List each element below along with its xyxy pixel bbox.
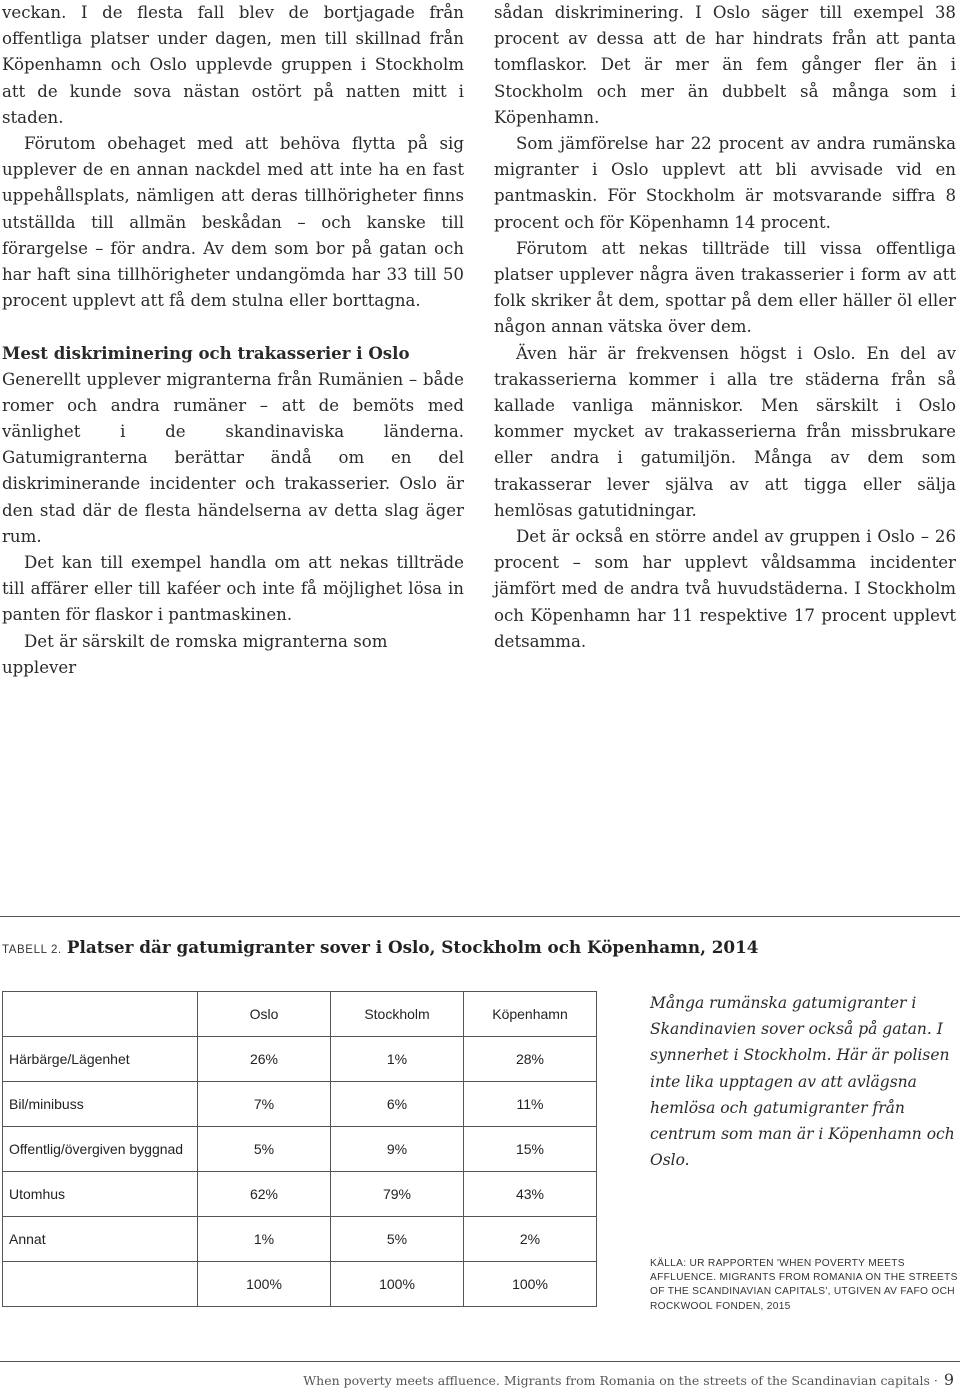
section-heading: Mest diskriminering och trakasserier i Oslo [2,343,410,364]
table-top-rule [0,916,960,917]
table-row [3,1172,597,1217]
footer-text: When poverty meets affluence. Migrants from Romania on the streets of the Scandinavian capitals · [303,1373,938,1388]
table-row [3,1217,597,1262]
table-row [3,1127,597,1172]
cell-value: 11% [464,1082,597,1127]
row-label: Annat [3,1217,198,1262]
footer-rule [0,1361,960,1362]
cell-value: 2% [464,1217,597,1262]
left-paragraph-2: Förutom obehaget med att behöva flytta på sig upplever de en annan nackdel med att inte ha en fast uppehållsplats, nämligen att deras tillhörigheter finns utställda till allmän beskådan – och kanske till förargelse – för andra. Av dem som bor på gatan och har haft sina tillhörigheter undangömda har 33 till 50 procent upplevt att få dem stulna eller borttagna. [2,134,464,311]
cell-value: 62% [198,1172,331,1217]
right-paragraph-2: Som jämförelse har 22 procent av andra rumänska migranter i Oslo upplevt att bli avvisade vid en pantmaskin. För Stockholm är motsvarande siffra 8 procent och för Köpenhamn 14 procent. [494,134,956,232]
left-paragraph-5: Det är särskilt de romska migranterna som upplever [2,631,388,677]
cell-value: 1% [331,1037,464,1082]
cell-total: 100% [198,1262,331,1307]
left-paragraph-3: Generellt upplever migranterna från Rumänien – både romer och andra rumäner – att de bemöts med vänlighet i de skandinaviska länderna. Gatumigranterna berättar ändå om en del diskriminerande incidenter och trakasserier. Oslo är den stad där de flesta händelserna av detta slag äger rum. [2,369,464,546]
cell-value: 15% [464,1127,597,1172]
row-label: Offentlig/övergiven byggnad [3,1127,198,1172]
table-row [3,1082,597,1127]
source-note: KÄLLA: UR RAPPORTEN 'WHEN POVERTY MEETS AFFLUENCE. MIGRANTS FROM ROMANIA ON THE STREETS OF THE SCANDINAVIAN CAPITALS', UTGIVEN AV FAFO OCH ROCKWOOL FONDEN, 2015 [650,1258,958,1312]
table-header-row [3,992,597,1037]
table-caption: Många rumänska gatumigranter i Skandinavien sover också på gatan. I synnerhet i Stockholm. Här är polisen inte lika upptagen av att avlägsna hemlösa och gatumigranter från centrum som man är i Köpenhamn och Oslo. [650,994,955,1170]
table-total-row [3,1262,597,1307]
table-heading [2,937,922,957]
cell-value: 5% [331,1217,464,1262]
cell-value: 5% [198,1127,331,1172]
table-header-corner [3,992,198,1037]
cell-value: 43% [464,1172,597,1217]
table-title: Platser där gatumigranter sover i Oslo, Stockholm och Köpenhamn, 2014 [66,937,759,957]
page-footer [303,1370,954,1389]
right-paragraph-5: Det är också en större andel av gruppen i Oslo – 26 procent – som har upplevt våldsamma incidenter jämfört med de andra två huvudstäderna. I Stockholm och Köpenhamn har 11 respektive 17 procent upplevt detsamma. [494,527,956,651]
row-label: Härbärge/Lägenhet [3,1037,198,1082]
cell-total: 100% [331,1262,464,1307]
page-number: 9 [943,1370,954,1389]
cell-value: 28% [464,1037,597,1082]
column-header-stockholm: Stockholm [331,992,464,1037]
table-label: TABELL 2. [2,944,62,956]
row-label: Bil/minibuss [3,1082,198,1127]
cell-value: 7% [198,1082,331,1127]
left-column [2,0,464,681]
left-paragraph-1: veckan. I de flesta fall blev de bortjagade från offentliga platser under dagen, men till skillnad från Köpenhamn och Oslo upplevde gruppen i Stockholm att de kunde sova nästan ostört på natten mitt i staden. [2,3,464,127]
right-paragraph-1: sådan diskriminering. I Oslo säger till exempel 38 procent av dessa att de har hindrats från att panta tomflaskor. Det är mer än fem gånger fler än i Stockholm och mer än dubbelt så många som i Köpenhamn. [494,3,956,127]
column-header-kopenhamn: Köpenhamn [464,992,597,1037]
table-row [3,1037,597,1082]
row-label [3,1262,198,1307]
cell-value: 6% [331,1082,464,1127]
left-paragraph-4: Det kan till exempel handla om att nekas tillträde till affärer eller till kaféer och inte få möjlighet lösa in panten för flaskor i pantmaskinen. [2,553,464,625]
cell-value: 9% [331,1127,464,1172]
cell-value: 1% [198,1217,331,1262]
right-paragraph-4: Även här är frekvensen högst i Oslo. En del av trakasserierna kommer i alla tre städerna från så kallade vanliga människor. Men särskilt i Oslo kommer mycket av trakasserierna från missbrukare eller andra i gatumiljön. Många av dem som trakasserar lever själva av att tigga eller sälja hemlösas gatutidningar. [494,343,956,520]
column-header-oslo: Oslo [198,992,331,1037]
row-label: Utomhus [3,1172,198,1217]
right-column [494,0,956,655]
cell-value: 79% [331,1172,464,1217]
cell-total: 100% [464,1262,597,1307]
right-paragraph-3: Förutom att nekas tillträde till vissa offentliga platser upplever några även trakasserier i form av att folk skriker åt dem, spottar på dem eller häller öl eller någon annan vätska över dem. [494,238,956,337]
sleeping-places-table [2,991,597,1307]
cell-value: 26% [198,1037,331,1082]
